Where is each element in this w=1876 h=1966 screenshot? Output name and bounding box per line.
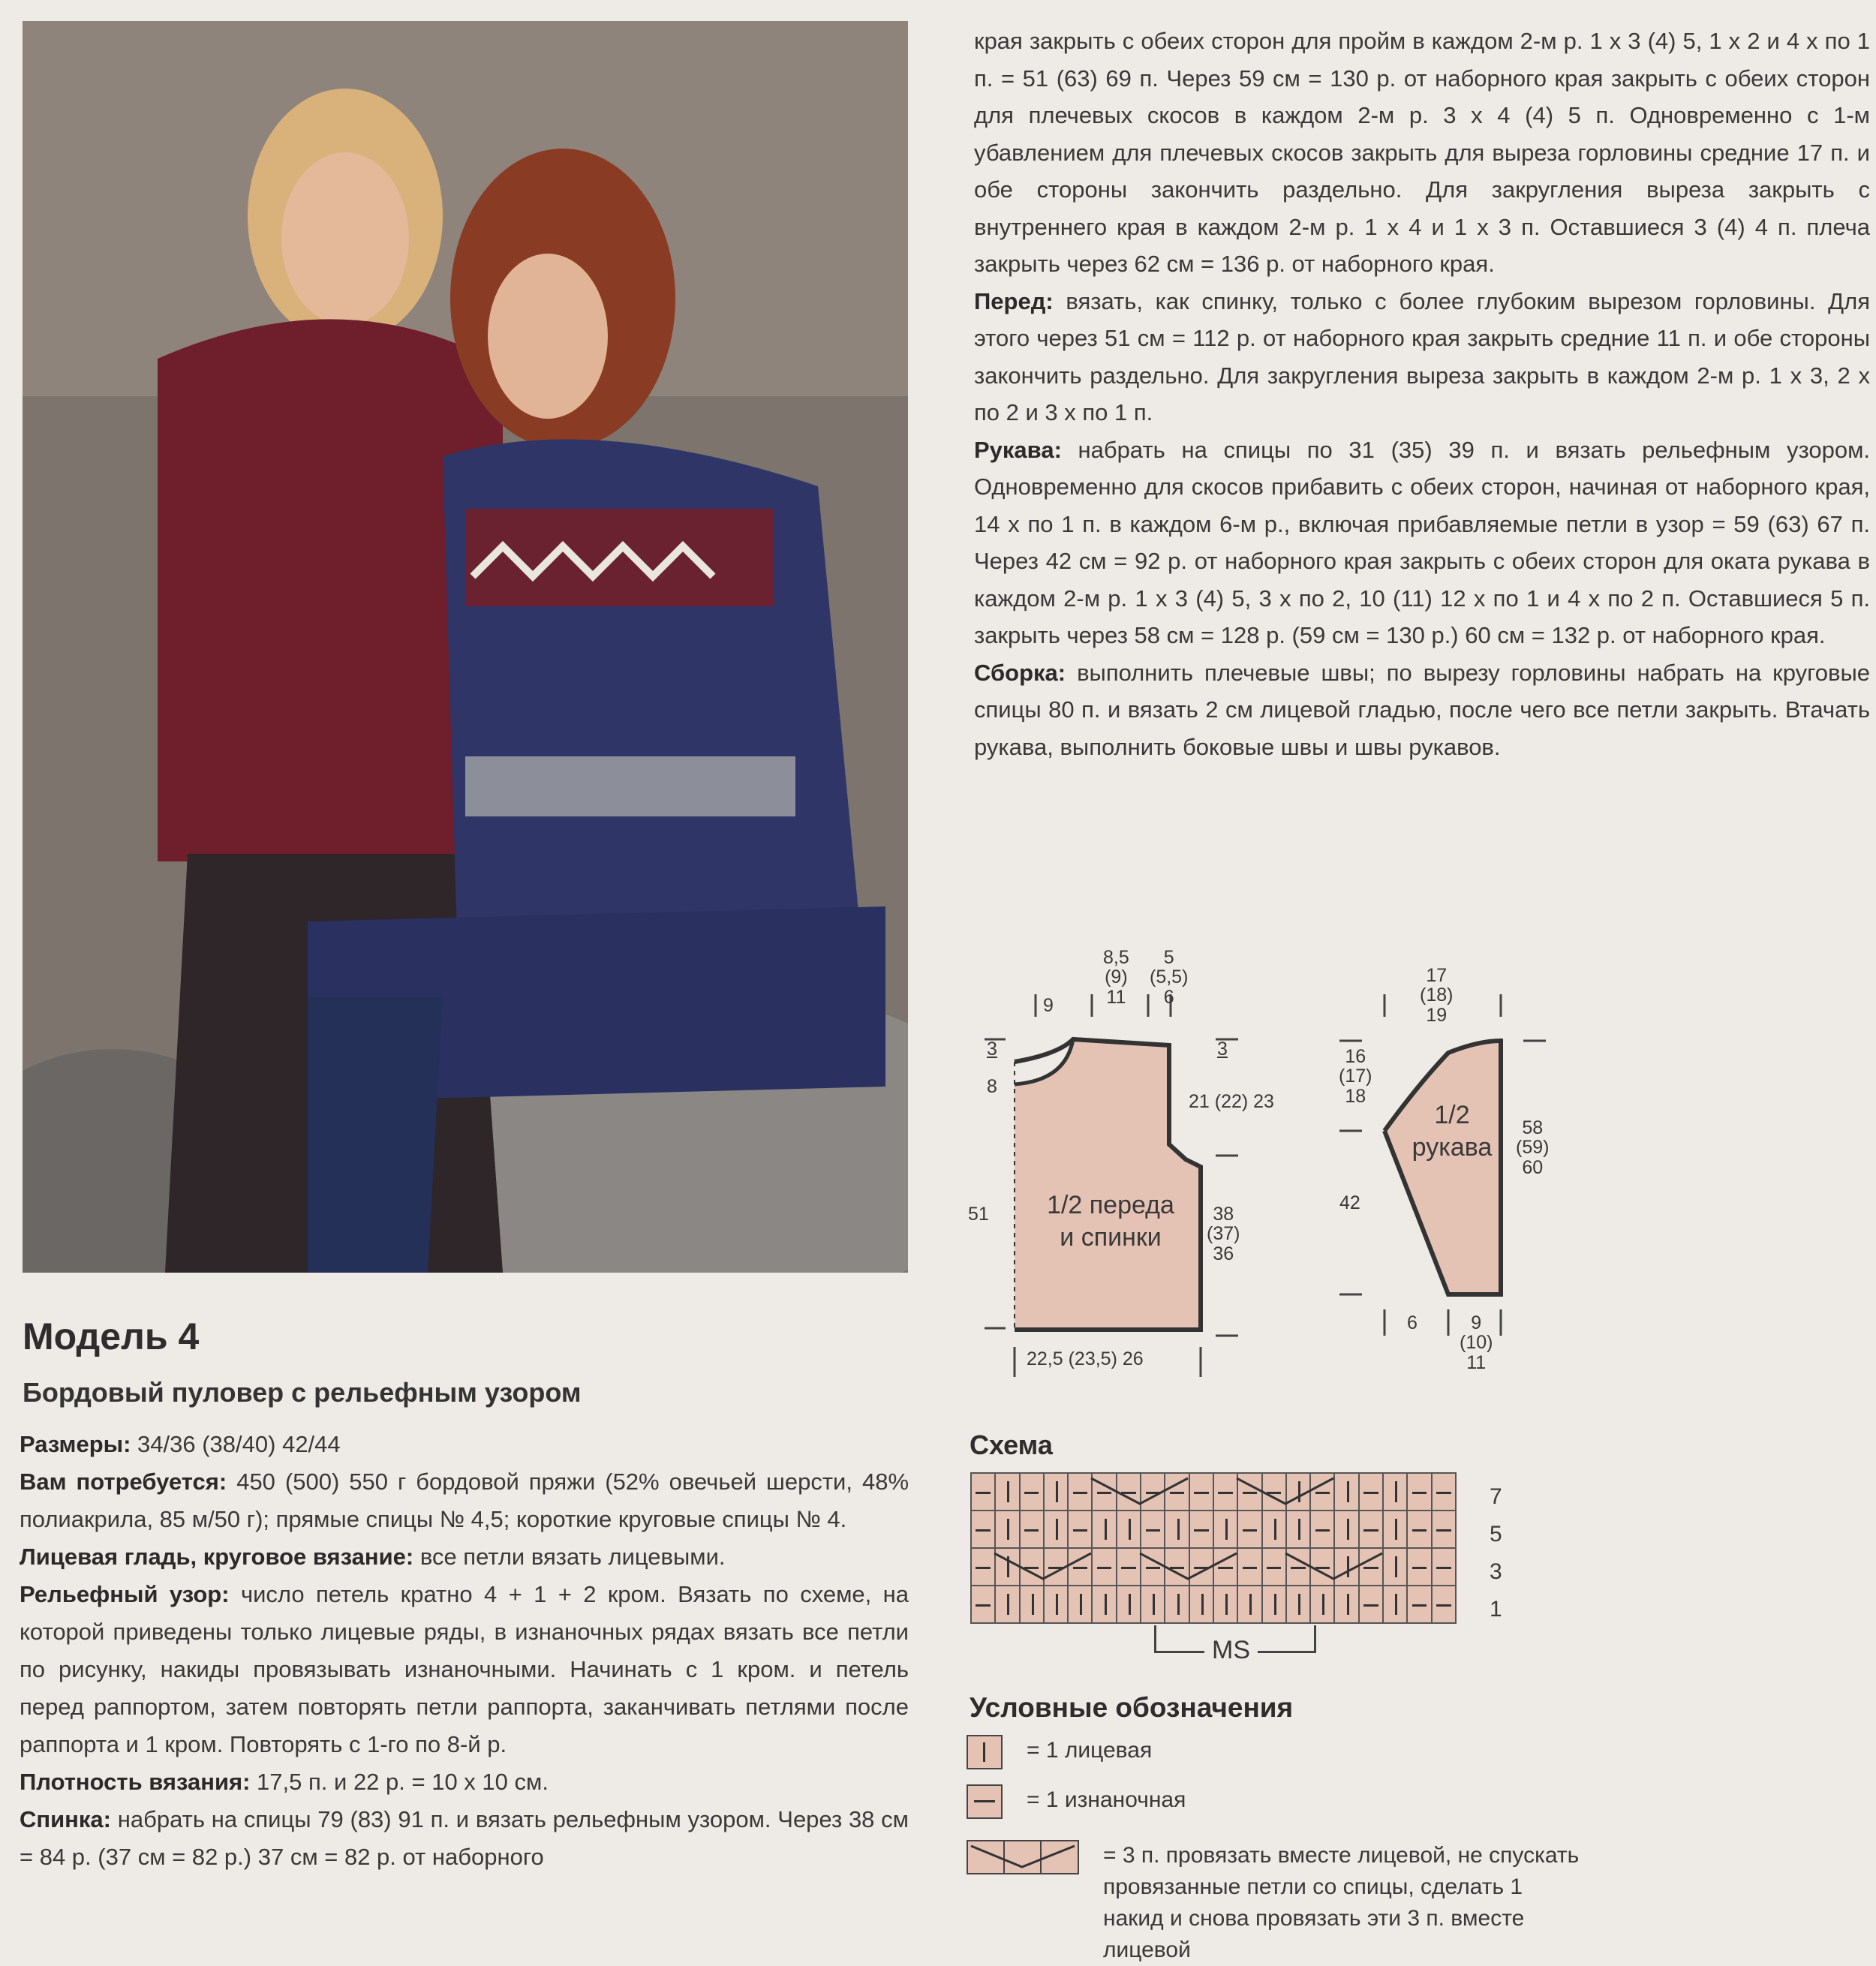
schema-grid	[970, 1472, 1457, 1624]
legend-title: Условные обозначения	[970, 1692, 1294, 1723]
knit-cell	[996, 1474, 1020, 1511]
materials-label: Вам потребуется:	[20, 1468, 227, 1495]
cross-symbol-icon	[967, 1840, 1079, 1874]
gauge-text: 17,5 п. и 22 р. = 10 х 10 см.	[250, 1769, 549, 1795]
purl-cell	[1311, 1549, 1335, 1586]
knit-cell	[1165, 1586, 1189, 1624]
knit-cell	[1093, 1586, 1117, 1624]
dim-sleeve-total: 58 (59) 60	[1516, 1117, 1550, 1178]
dim-sleeve-bottom-b: 9 (10) 11	[1460, 1312, 1493, 1373]
knit-cell	[1045, 1474, 1069, 1511]
purl-cell	[1360, 1586, 1384, 1624]
sleeves-label: Рукава:	[974, 436, 1062, 463]
schema-title: Схема	[970, 1429, 1053, 1460]
knit-cell	[1384, 1511, 1408, 1549]
back-continued-text: края закрыть с обеих сторон для пройм в каждом 2-м р. 1 х 3 (4) 5, 1 х 2 и 4 х по 1 п. = 51 (63) 69 п. Через 59 см = 130 р. от наборного края закрыть с обеих сторон для плечевых скосов в каждом 2-м р. 3 х 4 (4) 5 п. Одновременно с 1-м убавлением для плечевых скосов закрыть для выреза горловины средние 17 п. и обе стороны закончить раздельно. Для закругления выреза закрыть с внутреннего края в каждом 2-м р. 1 х 4 и 1 х 3 п. Оставшиеся 3 (4) 4 п. плеча закрыть через 62 см = 136 р. от наборного края.	[974, 28, 1870, 277]
knit-cell	[1335, 1586, 1359, 1624]
dim-width: 22,5 (23,5) 26	[1027, 1348, 1144, 1369]
purl-cell	[1093, 1474, 1117, 1511]
purl-cell	[1408, 1549, 1432, 1586]
dim-neck-depth-top: 3	[987, 1039, 997, 1060]
sizes-paragraph	[20, 1426, 909, 1463]
dim-sleeve-length: 42	[1339, 1192, 1360, 1213]
purl-cell	[1045, 1549, 1069, 1586]
knit-cell	[1287, 1474, 1311, 1511]
model-title: Модель 4	[23, 1315, 200, 1357]
purl-cell	[1360, 1511, 1384, 1549]
purl-cell	[1408, 1474, 1432, 1511]
stockinette-paragraph	[20, 1538, 909, 1576]
knit-cell	[1384, 1474, 1408, 1511]
knit-cell	[1384, 1549, 1408, 1586]
back-paragraph	[20, 1801, 909, 1876]
purl-cell	[1311, 1511, 1335, 1549]
row-number-3: 3	[1490, 1559, 1502, 1584]
knit-cell	[1045, 1586, 1069, 1624]
row-number-5: 5	[1490, 1522, 1502, 1547]
dim-shoulder-b: 5 (5,5) 6	[1150, 947, 1189, 1008]
knit-cell	[996, 1549, 1020, 1586]
purl-cell	[1263, 1474, 1287, 1511]
knit-cell	[1069, 1586, 1093, 1624]
knit-cell	[1214, 1586, 1238, 1624]
dim-neck-width: 9	[1043, 995, 1054, 1016]
purl-cell	[1433, 1586, 1457, 1624]
purl-cell	[1190, 1511, 1214, 1549]
purl-cell	[1287, 1549, 1311, 1586]
front-label: Перед:	[974, 287, 1054, 314]
purl-cell	[1433, 1474, 1457, 1511]
dim-back-neck: 3	[1217, 1039, 1228, 1060]
knit-cell	[1093, 1511, 1117, 1549]
materials-text: 450 (500) 550 г бордовой пряжи (52% овечьей шерсти, 48% полиакрила, 85 м/50 г); прямые спицы № 4,5; короткие круговые спицы № 4.	[20, 1468, 909, 1532]
knit-cell	[1045, 1511, 1069, 1549]
back-continued-paragraph	[974, 23, 1870, 283]
relief-pattern-paragraph	[20, 1576, 909, 1763]
purl-cell	[1190, 1549, 1214, 1586]
schema-row-numbers	[1490, 1478, 1502, 1628]
knit-cell	[1263, 1511, 1287, 1549]
sizes-text: 34/36 (38/40) 42/44	[131, 1431, 341, 1457]
left-column-text	[20, 1426, 909, 1876]
legend-cross-text: = 3 п. провязать вместе лицевой, не спускать провязанные петли со спицы, сделать 1 накид и снова провязать эти 3 п. вместе лицевой	[1103, 1843, 1580, 1962]
purl-cell	[1238, 1549, 1262, 1586]
purl-cell	[972, 1474, 996, 1511]
dim-sleeve-top: 17 (18) 19	[1420, 965, 1454, 1026]
model-subtitle: Бордовый пуловер с рельефным узором	[23, 1377, 582, 1408]
purl-cell	[1069, 1474, 1093, 1511]
dim-armhole: 21 (22) 23	[1189, 1091, 1274, 1112]
purl-cell	[1214, 1549, 1238, 1586]
front-paragraph	[974, 283, 1870, 431]
purl-cell	[972, 1549, 996, 1586]
purl-cell	[1433, 1511, 1457, 1549]
row-number-7: 7	[1490, 1484, 1502, 1509]
front-text: вязать, как спинку, только с более глубоким вырезом горловины. Для этого через 51 см = 112 р. от наборного края закрыть средние 11 п. и обе стороны закончить раздельно. Для закругления выреза закрыть в каждом 2-м р. 1 х 3, 2 х по 2 и 3 х по 1 п.	[974, 287, 1870, 425]
knit-cell	[1311, 1586, 1335, 1624]
sleeve-label-line-2: рукава	[1412, 1132, 1493, 1162]
model-photo	[23, 21, 908, 1273]
purl-cell	[1263, 1549, 1287, 1586]
purl-cell	[1069, 1549, 1093, 1586]
gauge-paragraph	[20, 1763, 909, 1801]
purl-cell	[1141, 1549, 1165, 1586]
knit-cell	[1335, 1549, 1359, 1586]
row-number-1: 1	[1490, 1597, 1502, 1622]
dim-full-height: 51	[968, 1204, 989, 1225]
back-text: набрать на спицы 79 (83) 91 п. и вязать рельефным узором. Через 38 см = 84 р. (37 см = 82 р.) 37 см = 82 р. от наборного	[20, 1806, 909, 1870]
purl-cell	[1021, 1474, 1045, 1511]
purl-cell	[1165, 1474, 1189, 1511]
body-piece-label	[1028, 1189, 1193, 1253]
purl-cell	[972, 1586, 996, 1624]
dim-neck-depth-front: 8	[987, 1076, 997, 1097]
knit-cell	[1117, 1511, 1141, 1549]
assembly-label: Сборка:	[974, 659, 1066, 686]
knit-cell	[1335, 1474, 1359, 1511]
knit-cell	[1214, 1511, 1238, 1549]
knit-cell	[1287, 1586, 1311, 1624]
purl-cell	[1141, 1474, 1165, 1511]
purl-cell	[1214, 1474, 1238, 1511]
dim-side: 38 (37) 36	[1207, 1204, 1240, 1264]
knit-cell	[1141, 1586, 1165, 1624]
dim-sleeve-bottom-a: 6	[1407, 1312, 1418, 1333]
purl-cell	[1093, 1549, 1117, 1586]
right-column-text	[974, 23, 1870, 765]
sleeve-label-line-1: 1/2	[1434, 1101, 1470, 1129]
knit-cell	[1238, 1586, 1262, 1624]
knit-cell	[1165, 1511, 1189, 1549]
purl-cell	[1021, 1511, 1045, 1549]
knit-cell	[1021, 1586, 1045, 1624]
knit-cell	[1335, 1511, 1359, 1549]
knit-cell	[1117, 1586, 1141, 1624]
purl-cell	[1311, 1474, 1335, 1511]
purl-cell	[1117, 1474, 1141, 1511]
relief-pattern-label: Рельефный узор:	[20, 1581, 230, 1607]
purl-cell	[1021, 1549, 1045, 1586]
legend-purl-text: = 1 изнаночная	[1027, 1787, 1186, 1812]
back-label: Спинка:	[20, 1806, 111, 1832]
gauge-label: Плотность вязания:	[20, 1769, 251, 1795]
dim-shoulder-a: 8,5 (9) 11	[1103, 947, 1129, 1008]
knit-cell	[996, 1586, 1020, 1624]
purl-cell	[1069, 1511, 1093, 1549]
pattern-diagrams	[968, 934, 1568, 1392]
knit-cell	[1287, 1511, 1311, 1549]
relief-pattern-text: число петель кратно 4 + 1 + 2 кром. Вязать по схеме, на которой приведены только лицевые ряды, в изнаночных рядах вязать все петли по рисунку, накиды провязывать изнаночными. Начинать с 1 кром. и петель перед раппортом, затем повторять петли раппорта, заканчивать петлями после раппорта и 1 кром. Повторять с 1-го по 8-й р.	[20, 1581, 909, 1757]
body-label-line-1: 1/2 переда	[1047, 1191, 1174, 1219]
purl-cell	[1190, 1474, 1214, 1511]
sleeve-piece-label	[1403, 1099, 1501, 1163]
purl-cell	[1165, 1549, 1189, 1586]
purl-cell	[1408, 1511, 1432, 1549]
purl-cell	[1433, 1549, 1457, 1586]
dim-sleeve-cap: 16 (17) 18	[1339, 1046, 1372, 1107]
purl-cell	[1360, 1474, 1384, 1511]
knit-cell	[996, 1511, 1020, 1549]
assembly-paragraph	[974, 654, 1870, 766]
purl-cell	[972, 1511, 996, 1549]
sleeves-text: набрать на спицы по 31 (35) 39 п. и вязать рельефным узором. Одновременно для скосов прибавить с обеих сторон, начиная от наборного края, 14 х по 1 п. в каждом 6-м р., включая прибавляемые петли в узор = 59 (63) 67 п. Через 42 см = 92 р. от наборного края закрыть с обеих сторон для оката рукава в каждом 2-м р. 1 х 3 (4) 5, 3 х по 2, 10 (11) 12 х по 1 и 4 х по 2 п. Оставшиеся 5 п. закрыть через 58 см = 128 р. (59 см = 130 р.) 60 см = 132 р. от наборного края.	[974, 436, 1870, 648]
legend-knit-text: = 1 лицевая	[1027, 1738, 1153, 1763]
sizes-label: Размеры:	[20, 1431, 131, 1457]
stockinette-text: все петли вязать лицевыми.	[413, 1544, 726, 1570]
assembly-text: выполнить плечевые швы; по вырезу горловины набрать на круговые спицы 80 п. и вязать 2 см лицевой гладью, после чего все петли закрыть. Втачать рукава, выполнить боковые швы и швы рукавов.	[974, 659, 1870, 760]
purl-cell	[1117, 1549, 1141, 1586]
purl-cell	[1408, 1586, 1432, 1624]
materials-paragraph	[20, 1463, 909, 1538]
knit-cell	[1384, 1586, 1408, 1624]
sleeves-paragraph	[974, 431, 1870, 654]
stockinette-label: Лицевая гладь, круговое вязание:	[20, 1544, 414, 1570]
purl-cell	[1238, 1474, 1262, 1511]
knit-cell	[1263, 1586, 1287, 1624]
purl-cell	[1360, 1549, 1384, 1586]
knit-symbol-icon	[967, 1735, 1003, 1769]
knit-cell	[1190, 1586, 1214, 1624]
purl-cell	[1141, 1511, 1165, 1549]
purl-symbol-icon	[967, 1784, 1003, 1819]
ms-label: MS	[1204, 1636, 1258, 1665]
body-label-line-2: и спинки	[1060, 1222, 1162, 1252]
purl-cell	[1238, 1511, 1262, 1549]
